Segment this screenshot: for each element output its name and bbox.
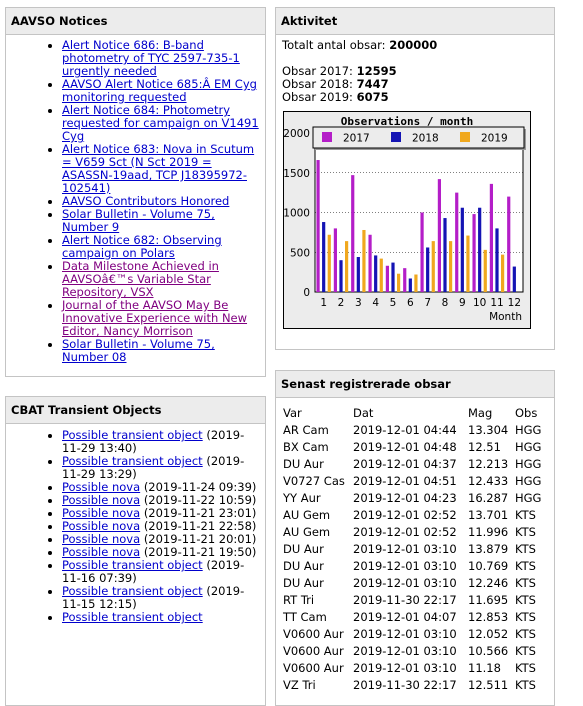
mag-cell: 12.51 <box>468 439 501 454</box>
var-cell: AU Gem <box>283 507 331 522</box>
var-cell: DU Aur <box>283 558 324 573</box>
aavso-notices-title: AAVSO Notices <box>6 8 265 35</box>
bar <box>409 278 412 292</box>
cbat-date: (2019-11-16 07:39) <box>62 558 245 585</box>
notice-link[interactable]: AAVSO Contributors Honored <box>62 194 230 208</box>
date-cell: 2019-12-01 02:52 <box>353 524 457 539</box>
cbat-link[interactable]: Possible transient object <box>62 610 203 624</box>
mag-cell: 12.052 <box>468 626 509 641</box>
column-header-dat: Dat <box>353 405 374 420</box>
mag-cell: 12.213 <box>468 456 509 471</box>
date-cell: 2019-12-01 03:10 <box>353 575 457 590</box>
observer-cell: KTS <box>515 660 536 675</box>
date-cell: 2019-12-01 03:10 <box>353 660 457 675</box>
cbat-link[interactable]: Possible nova <box>62 506 141 520</box>
mag-cell: 13.879 <box>468 541 509 556</box>
y-tick-label: 500 <box>289 247 310 260</box>
bar <box>386 266 389 292</box>
observer-cell: KTS <box>515 626 536 641</box>
bar <box>507 197 510 292</box>
table-row <box>283 591 548 608</box>
cbat-link[interactable]: Possible transient object <box>62 558 203 572</box>
var-cell: V0600 Aur <box>283 660 344 675</box>
notice-link[interactable]: Journal of the AAVSO May Be Innovative Experience with New Editor, Nancy Morrison <box>62 298 248 338</box>
total-obs-line <box>282 39 548 52</box>
notice-link[interactable]: Alert Notice 684: Photometry requested for campaign on V1491 Cyg <box>62 103 259 143</box>
bar <box>380 259 383 292</box>
x-tick-label: 1 <box>320 297 328 309</box>
notice-link[interactable]: Solar Bulletin - Volume 75, Number 08 <box>62 337 215 364</box>
notice-link[interactable]: Alert Notice 682: Observing campaign on Polars <box>62 233 222 260</box>
table-row <box>283 608 548 625</box>
var-cell: V0727 Cas <box>283 473 345 488</box>
bar <box>495 228 498 292</box>
table-row <box>283 489 548 506</box>
table-row <box>283 540 548 557</box>
mag-cell: 12.511 <box>468 677 509 692</box>
observer-cell: KTS <box>515 541 536 556</box>
x-tick-label: 10 <box>472 297 487 309</box>
bar <box>339 260 342 292</box>
x-tick-label: 5 <box>389 297 397 309</box>
cbat-date: (2019-11-21 19:50) <box>143 545 257 559</box>
observations-chart <box>283 111 531 329</box>
cbat-date: (2019-11-24 09:39) <box>143 480 257 494</box>
observer-cell: KTS <box>515 507 536 522</box>
notice-item <box>62 78 259 104</box>
bar <box>455 193 458 292</box>
observations-chart-svg <box>283 111 531 329</box>
legend-label: 2019 <box>481 132 508 145</box>
legend-label: 2017 <box>343 132 370 145</box>
mag-cell: 13.701 <box>468 507 509 522</box>
bar <box>501 255 504 292</box>
date-cell: 2019-12-01 03:10 <box>353 643 457 658</box>
bar <box>490 184 493 292</box>
bar <box>420 213 423 293</box>
bar <box>513 267 516 292</box>
table-row <box>283 472 548 489</box>
observer-cell: HGG <box>515 439 542 454</box>
bar <box>426 247 429 292</box>
column-header-obs: Obs <box>515 405 538 420</box>
date-cell: 2019-12-01 03:10 <box>353 626 457 641</box>
var-cell: RT Tri <box>283 592 315 607</box>
bar <box>391 263 394 292</box>
mag-cell: 11.996 <box>468 524 509 539</box>
table-header-row <box>283 404 548 421</box>
cbat-item <box>62 429 259 455</box>
table-row <box>283 438 548 455</box>
recent-obs-panel <box>275 370 555 706</box>
bar <box>484 250 487 292</box>
cbat-link[interactable]: Possible transient object <box>62 454 203 468</box>
bar <box>397 274 400 292</box>
total-obs-value: 200000 <box>389 38 438 52</box>
bar <box>328 235 331 292</box>
mag-cell: 10.769 <box>468 558 509 573</box>
var-cell: DU Aur <box>283 456 324 471</box>
mag-cell: 11.18 <box>468 660 501 675</box>
notice-link[interactable]: AAVSO Alert Notice 685:Â EM Cyg monitoring requested <box>62 77 257 104</box>
notice-link[interactable]: Solar Bulletin - Volume 75, Number 9 <box>62 207 215 234</box>
var-cell: AU Gem <box>283 524 331 539</box>
cbat-title: CBAT Transient Objects <box>6 397 265 424</box>
bar <box>466 236 469 292</box>
table-row <box>283 557 548 574</box>
observer-cell: HGG <box>515 473 542 488</box>
bar <box>449 241 452 292</box>
notice-link[interactable]: Alert Notice 683: Nova in Scutum = V659 Sct (N Sct 2019 = ASASSN-19aad, TCP J18395972-102541) <box>62 142 255 195</box>
activity-title: Aktivitet <box>276 8 554 35</box>
var-cell: BX Cam <box>283 439 329 454</box>
mag-cell: 10.566 <box>468 643 509 658</box>
var-cell: AR Cam <box>283 422 329 437</box>
notice-item <box>62 260 259 299</box>
bar <box>316 160 319 292</box>
var-cell: TT Cam <box>283 609 327 624</box>
date-cell: 2019-12-01 03:10 <box>353 541 457 556</box>
table-row <box>283 523 548 540</box>
date-cell: 2019-12-01 04:48 <box>353 439 457 454</box>
observer-cell: HGG <box>515 422 542 437</box>
cbat-link[interactable]: Possible nova <box>62 480 141 494</box>
obs-year-label: Obsar 2019: <box>282 90 353 104</box>
mag-cell: 12.246 <box>468 575 509 590</box>
observer-cell: KTS <box>515 592 536 607</box>
mag-cell: 16.287 <box>468 490 509 505</box>
aavso-notices-panel <box>5 7 266 377</box>
cbat-date: (2019-11-21 22:58) <box>143 519 257 533</box>
y-tick-label: 2000 <box>283 128 310 140</box>
x-tick-label: 3 <box>354 297 362 309</box>
cbat-link[interactable]: Possible nova <box>62 532 141 546</box>
observer-cell: KTS <box>515 677 536 692</box>
bar <box>478 208 481 292</box>
mag-cell: 12.853 <box>468 609 509 624</box>
obs-year-line <box>282 91 548 104</box>
date-cell: 2019-12-01 03:10 <box>353 558 457 573</box>
observer-cell: KTS <box>515 524 536 539</box>
notice-item <box>62 143 259 195</box>
x-tick-label: 4 <box>372 297 380 309</box>
var-cell: DU Aur <box>283 575 324 590</box>
table-row <box>283 625 548 642</box>
notice-item <box>62 208 259 234</box>
cbat-link[interactable]: Possible nova <box>62 545 141 559</box>
recent-obs-table <box>283 404 548 693</box>
bar <box>351 175 354 292</box>
observer-cell: KTS <box>515 558 536 573</box>
cbat-item <box>62 559 259 585</box>
column-header-mag: Mag <box>468 405 493 420</box>
date-cell: 2019-12-01 02:52 <box>353 507 457 522</box>
cbat-item <box>62 611 259 624</box>
date-cell: 2019-12-01 04:37 <box>353 456 457 471</box>
date-cell: 2019-12-01 04:51 <box>353 473 457 488</box>
y-tick-label: 0 <box>303 287 310 299</box>
total-obs-label: Totalt antal obsar: <box>282 38 386 52</box>
bar <box>368 235 371 292</box>
observer-cell: HGG <box>515 456 542 471</box>
cbat-date: (2019-11-21 20:01) <box>143 532 257 546</box>
legend-swatch <box>460 132 470 142</box>
legend-swatch <box>391 132 401 142</box>
var-cell: V0600 Aur <box>283 626 344 641</box>
observer-cell: KTS <box>515 609 536 624</box>
x-axis-label: Month <box>489 311 522 323</box>
cbat-item <box>62 585 259 611</box>
recent-obs-rows <box>283 421 548 693</box>
cbat-date: (2019-11-21 23:01) <box>143 506 257 520</box>
obs-year-label: Obsar 2018: <box>282 77 353 91</box>
obs-year-value: 12595 <box>356 64 397 78</box>
recent-obs-title: Senast registrerade obsar <box>276 371 554 398</box>
x-tick-label: 11 <box>490 297 504 309</box>
mag-cell: 13.304 <box>468 422 509 437</box>
bar <box>472 214 475 292</box>
column-header-var: Var <box>283 405 302 420</box>
bar <box>443 218 446 292</box>
bar <box>334 228 337 292</box>
table-row <box>283 455 548 472</box>
date-cell: 2019-11-30 22:17 <box>353 592 457 607</box>
cbat-link[interactable]: Possible transient object <box>62 428 203 442</box>
observer-cell: HGG <box>515 490 542 505</box>
obs-year-value: 7447 <box>356 77 389 91</box>
obs-year-label: Obsar 2017: <box>282 64 353 78</box>
table-row <box>283 642 548 659</box>
x-tick-label: 6 <box>406 297 414 309</box>
date-cell: 2019-12-01 04:23 <box>353 490 457 505</box>
cbat-date: (2019-11-29 13:40) <box>62 428 245 455</box>
cbat-panel <box>5 396 266 706</box>
mag-cell: 12.433 <box>468 473 509 488</box>
var-cell: VZ Tri <box>283 677 316 692</box>
cbat-link[interactable]: Possible nova <box>62 493 141 507</box>
x-tick-label: 12 <box>507 297 522 309</box>
table-row <box>283 506 548 523</box>
notice-link[interactable]: Alert Notice 686: B-band photometry of TYC 2597-735-1 urgently needed <box>62 38 240 78</box>
cbat-date: (2019-11-15 12:15) <box>62 584 245 611</box>
notices-list <box>12 39 259 364</box>
legend-swatch <box>322 132 332 142</box>
var-cell: DU Aur <box>283 541 324 556</box>
x-tick-label: 9 <box>458 297 466 309</box>
date-cell: 2019-11-30 22:17 <box>353 677 457 692</box>
notice-item <box>62 338 259 364</box>
observer-cell: KTS <box>515 643 536 658</box>
bar <box>374 255 377 292</box>
notice-link[interactable]: Data Milestone Achieved in AAVSOâ€™s Variable Star Repository, VSX <box>62 259 219 299</box>
cbat-list <box>12 429 259 624</box>
bar <box>461 208 464 292</box>
cbat-link[interactable]: Possible nova <box>62 519 141 533</box>
cbat-date: (2019-11-22 10:59) <box>143 493 257 507</box>
x-tick-label: 2 <box>337 297 345 309</box>
var-cell: V0600 Aur <box>283 643 344 658</box>
notice-item <box>62 39 259 78</box>
bar <box>438 179 441 292</box>
bar <box>322 222 325 292</box>
notice-item <box>62 299 259 338</box>
table-row <box>283 421 548 438</box>
date-cell: 2019-12-01 04:07 <box>353 609 457 624</box>
table-row <box>283 574 548 591</box>
obs-year-value: 6075 <box>356 90 389 104</box>
cbat-date: (2019-11-29 13:29) <box>62 454 245 481</box>
chart-title: Observations / month <box>340 115 474 128</box>
var-cell: YY Aur <box>283 490 321 505</box>
y-tick-label: 1500 <box>283 167 310 180</box>
bar <box>345 241 348 292</box>
bar <box>414 275 417 292</box>
table-row <box>283 659 548 676</box>
bar <box>362 230 365 292</box>
x-tick-label: 8 <box>441 297 449 309</box>
mag-cell: 11.695 <box>468 592 509 607</box>
bar <box>432 241 435 292</box>
x-tick-label: 7 <box>424 297 432 309</box>
bar <box>403 268 406 292</box>
observer-cell: KTS <box>515 575 536 590</box>
activity-panel <box>275 7 555 350</box>
cbat-link[interactable]: Possible transient object <box>62 584 203 598</box>
legend-label: 2018 <box>412 132 439 145</box>
y-tick-label: 1000 <box>283 207 310 220</box>
notice-item <box>62 104 259 143</box>
bar <box>357 257 360 292</box>
cbat-item <box>62 455 259 481</box>
table-row <box>283 676 548 693</box>
notice-item <box>62 234 259 260</box>
date-cell: 2019-12-01 04:44 <box>353 422 457 437</box>
